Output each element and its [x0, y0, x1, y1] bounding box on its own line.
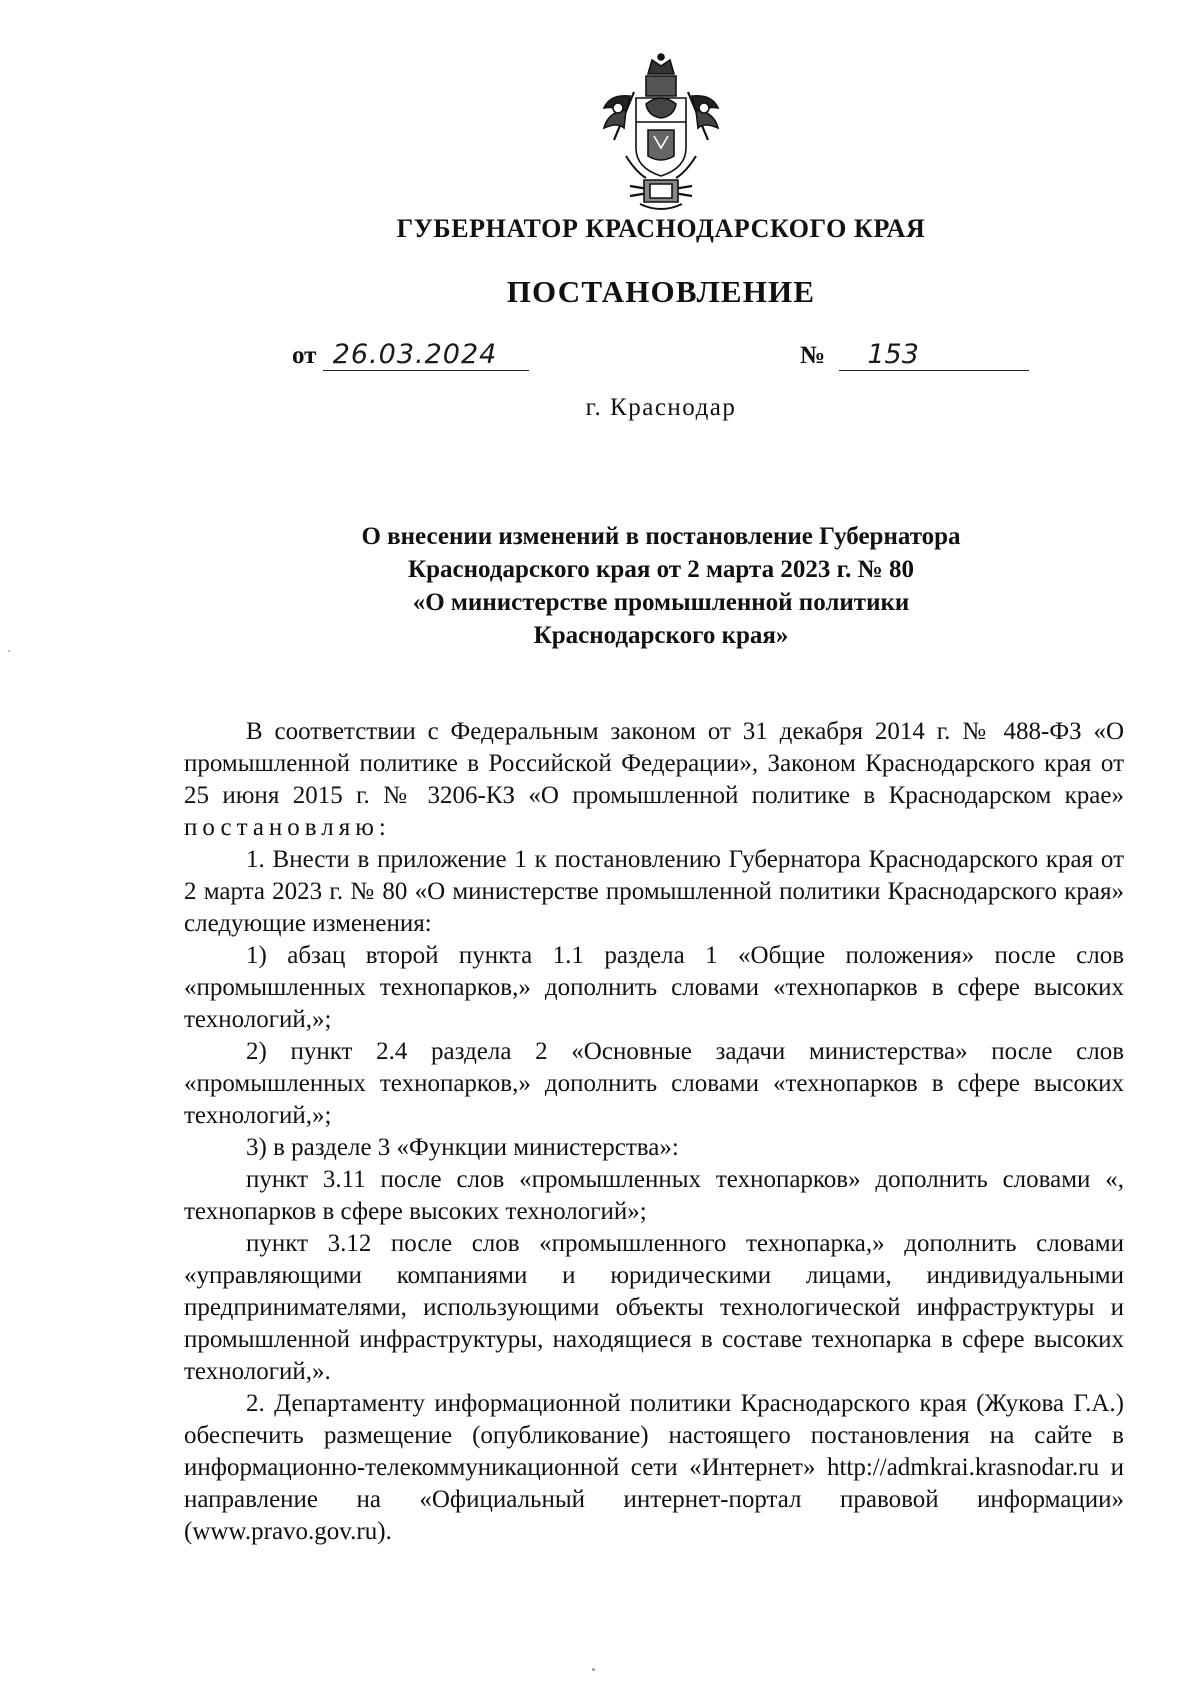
resolve-word: постановляю:: [184, 814, 391, 841]
scan-speck: [8, 650, 10, 652]
item-1: 1. Внести в приложение 1 к постановлению Губернатора Краснодарского края от 2 марта 2023 г. № 80 «О министерстве промышленной политики Краснодарского края» следующие изменения:: [184, 846, 1124, 937]
item-1-3-a: пункт 3.11 после слов «промышленных технопарков» дополнить словами «, технопарков в сфере высоких технологий»;: [184, 1166, 1124, 1225]
item-1-3-b: пункт 3.12 после слов «промышленного технопарка,» дополнить словами «управляющими компаниями и юридическими лицами, индивидуальными предпринимателями, использующими объекты технологической инфраструктуры и промышленной инфраструктуры, находящиеся в составе технопарка в сфере высоких технологий,».: [184, 1230, 1124, 1385]
title-line: «О министерстве промышленной политики: [412, 589, 910, 616]
item-1-1: 1) абзац второй пункта 1.1 раздела 1 «Общие положения» после слов «промышленных технопарков,» дополнить словами «технопарков в сфере высоких технологий,»;: [184, 942, 1124, 1033]
document-type: ПОСТАНОВЛЕНИЕ: [506, 274, 816, 309]
item-1-3: 3) в разделе 3 «Функции министерства»:: [246, 1134, 679, 1161]
preamble-paragraph: [184, 716, 1124, 844]
city: г. Краснодар: [585, 394, 737, 421]
document-title: [200, 520, 1122, 652]
scan-speck: [592, 1668, 595, 1671]
number-label: №: [800, 342, 826, 369]
document-body: [184, 716, 1124, 1548]
item-1-2: 2) пункт 2.4 раздела 2 «Основные задачи министерства» после слов «промышленных технопарков,» дополнить словами «технопарков в сфере высоких технологий,»;: [184, 1038, 1124, 1129]
title-line: Краснодарского края»: [533, 622, 789, 649]
coat-of-arms-icon: [596, 52, 726, 212]
date-label: от: [292, 342, 317, 369]
item-2: 2. Департаменту информационной политики Краснодарского края (Жукова Г.А.) обеспечить размещение (опубликование) настоящего постановления на сайте в информационно-телекоммуникационной сети «Интернет» http://admkrai.krasnodar.ru и направление на «Официальный интернет-портал правовой информации» (www.pravo.gov.ru).: [184, 1390, 1124, 1545]
preamble-text: В соответствии с Федеральным законом от 31 декабря 2014 г. № 488-ФЗ «О промышленной политике в Российской Федерации», Законом Краснодарского края от 25 июня 2015 г. № 3206-КЗ «О промышленной политике в Краснодарском крае»: [184, 718, 1124, 809]
date-line: [292, 340, 529, 371]
number-value: 153: [839, 340, 1029, 371]
title-line: Краснодарского края от 2 марта 2023 г. № 80: [408, 556, 914, 583]
number-line: [800, 340, 1029, 371]
date-value: 26.03.2024: [323, 340, 529, 371]
title-line: О внесении изменений в постановление Губернатора: [361, 523, 961, 550]
issuing-authority: ГУБЕРНАТОР КРАСНОДАРСКОГО КРАЯ: [396, 214, 926, 243]
